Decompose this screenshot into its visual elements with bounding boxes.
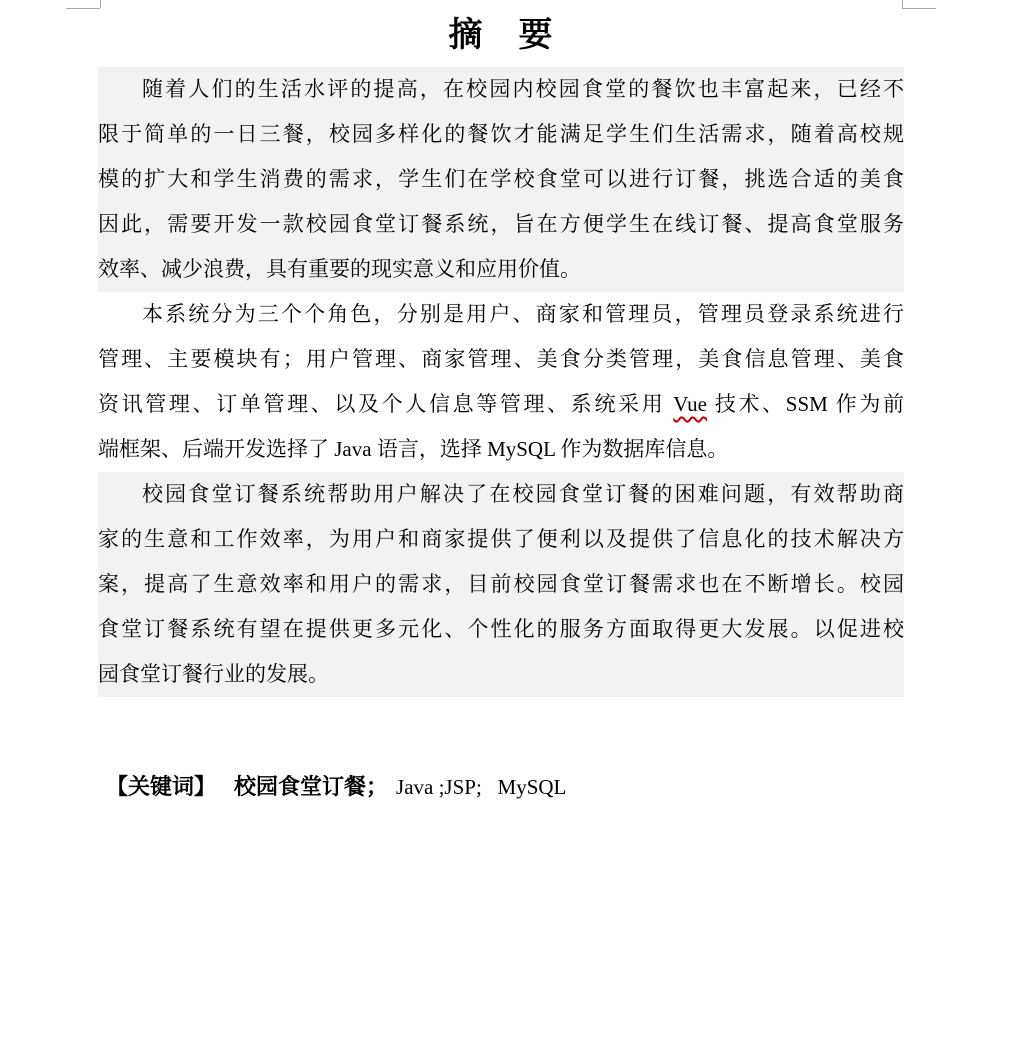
- text-line: [98, 472, 904, 517]
- paragraph-3: [98, 472, 904, 697]
- crop-mark-top-right-vertical: [902, 0, 903, 8]
- text-line: [98, 652, 904, 697]
- text-segment: 本系统分为三个个角色，分别是用户、商家和管理员，管理员登录系统进行: [142, 302, 904, 326]
- text-line: [98, 292, 904, 337]
- text-line: [98, 427, 904, 472]
- text-line: [98, 382, 904, 427]
- text-segment: 模的扩大和学生消费的需求，学生们在学校食堂可以进行订餐，挑选合适的美食: [98, 167, 904, 191]
- text-line: [98, 517, 904, 562]
- text-line: [98, 157, 904, 202]
- keywords-label: 【关键词】: [106, 774, 217, 799]
- text-segment: 随着人们的生活水评的提高，在校园内校园食堂的餐饮也丰富起来，已经不: [142, 77, 904, 101]
- text-segment: 技术、SSM 作为前: [707, 392, 905, 416]
- text-segment: 因此，需要开发一款校园食堂订餐系统，旨在方便学生在线订餐、提高食堂服务: [98, 212, 904, 236]
- text-segment: 管理、主要模块有；用户管理、商家管理、美食分类管理，美食信息管理、美食: [98, 347, 904, 371]
- crop-mark-top-left-vertical: [100, 0, 101, 8]
- text-segment: 限于简单的一日三餐，校园多样化的餐饮才能满足学生们生活需求，随着高校规: [98, 122, 904, 146]
- text-segment: 资讯管理、订单管理、以及个人信息等管理、系统采用: [98, 392, 674, 416]
- crop-mark-top-right-horizontal: [902, 8, 936, 9]
- paragraph-1: [98, 67, 904, 292]
- text-line: [98, 607, 904, 652]
- text-segment: 食堂订餐系统有望在提供更多元化、个性化的服务方面取得更大发展。以促进校: [98, 617, 904, 641]
- text-segment: 端框架、后端开发选择了 Java 语言，选择 MySQL 作为数据库信息。: [98, 437, 729, 461]
- misspelled-word: Vue: [673, 392, 707, 416]
- page-title: 摘 要: [448, 17, 554, 54]
- paragraph-2: [98, 292, 904, 472]
- text-line: [98, 112, 904, 157]
- crop-mark-top-left-horizontal: [66, 8, 100, 9]
- text-line: [98, 67, 904, 112]
- text-segment: 园食堂订餐行业的发展。: [98, 662, 329, 686]
- text-segment: 校园食堂订餐系统帮助用户解决了在校园食堂订餐的困难问题，有效帮助商: [142, 482, 904, 506]
- text-line: [98, 562, 904, 607]
- text-line: [98, 247, 904, 292]
- text-segment: 案，提高了生意效率和用户的需求，目前校园食堂订餐需求也在不断增长。校园: [98, 572, 904, 596]
- keywords-terms-chinese: 校园食堂订餐；: [234, 774, 389, 799]
- text-line: [98, 337, 904, 382]
- text-line: [98, 202, 904, 247]
- abstract-body: [98, 67, 904, 697]
- keywords-terms-english: Java ;JSP; MySQL: [396, 775, 567, 799]
- text-segment: 效率、减少浪费，具有重要的现实意义和应用价值。: [98, 257, 581, 281]
- keywords-line: [98, 736, 958, 807]
- text-segment: 家的生意和工作效率，为用户和商家提供了便利以及提供了信息化的技术解决方: [98, 527, 904, 551]
